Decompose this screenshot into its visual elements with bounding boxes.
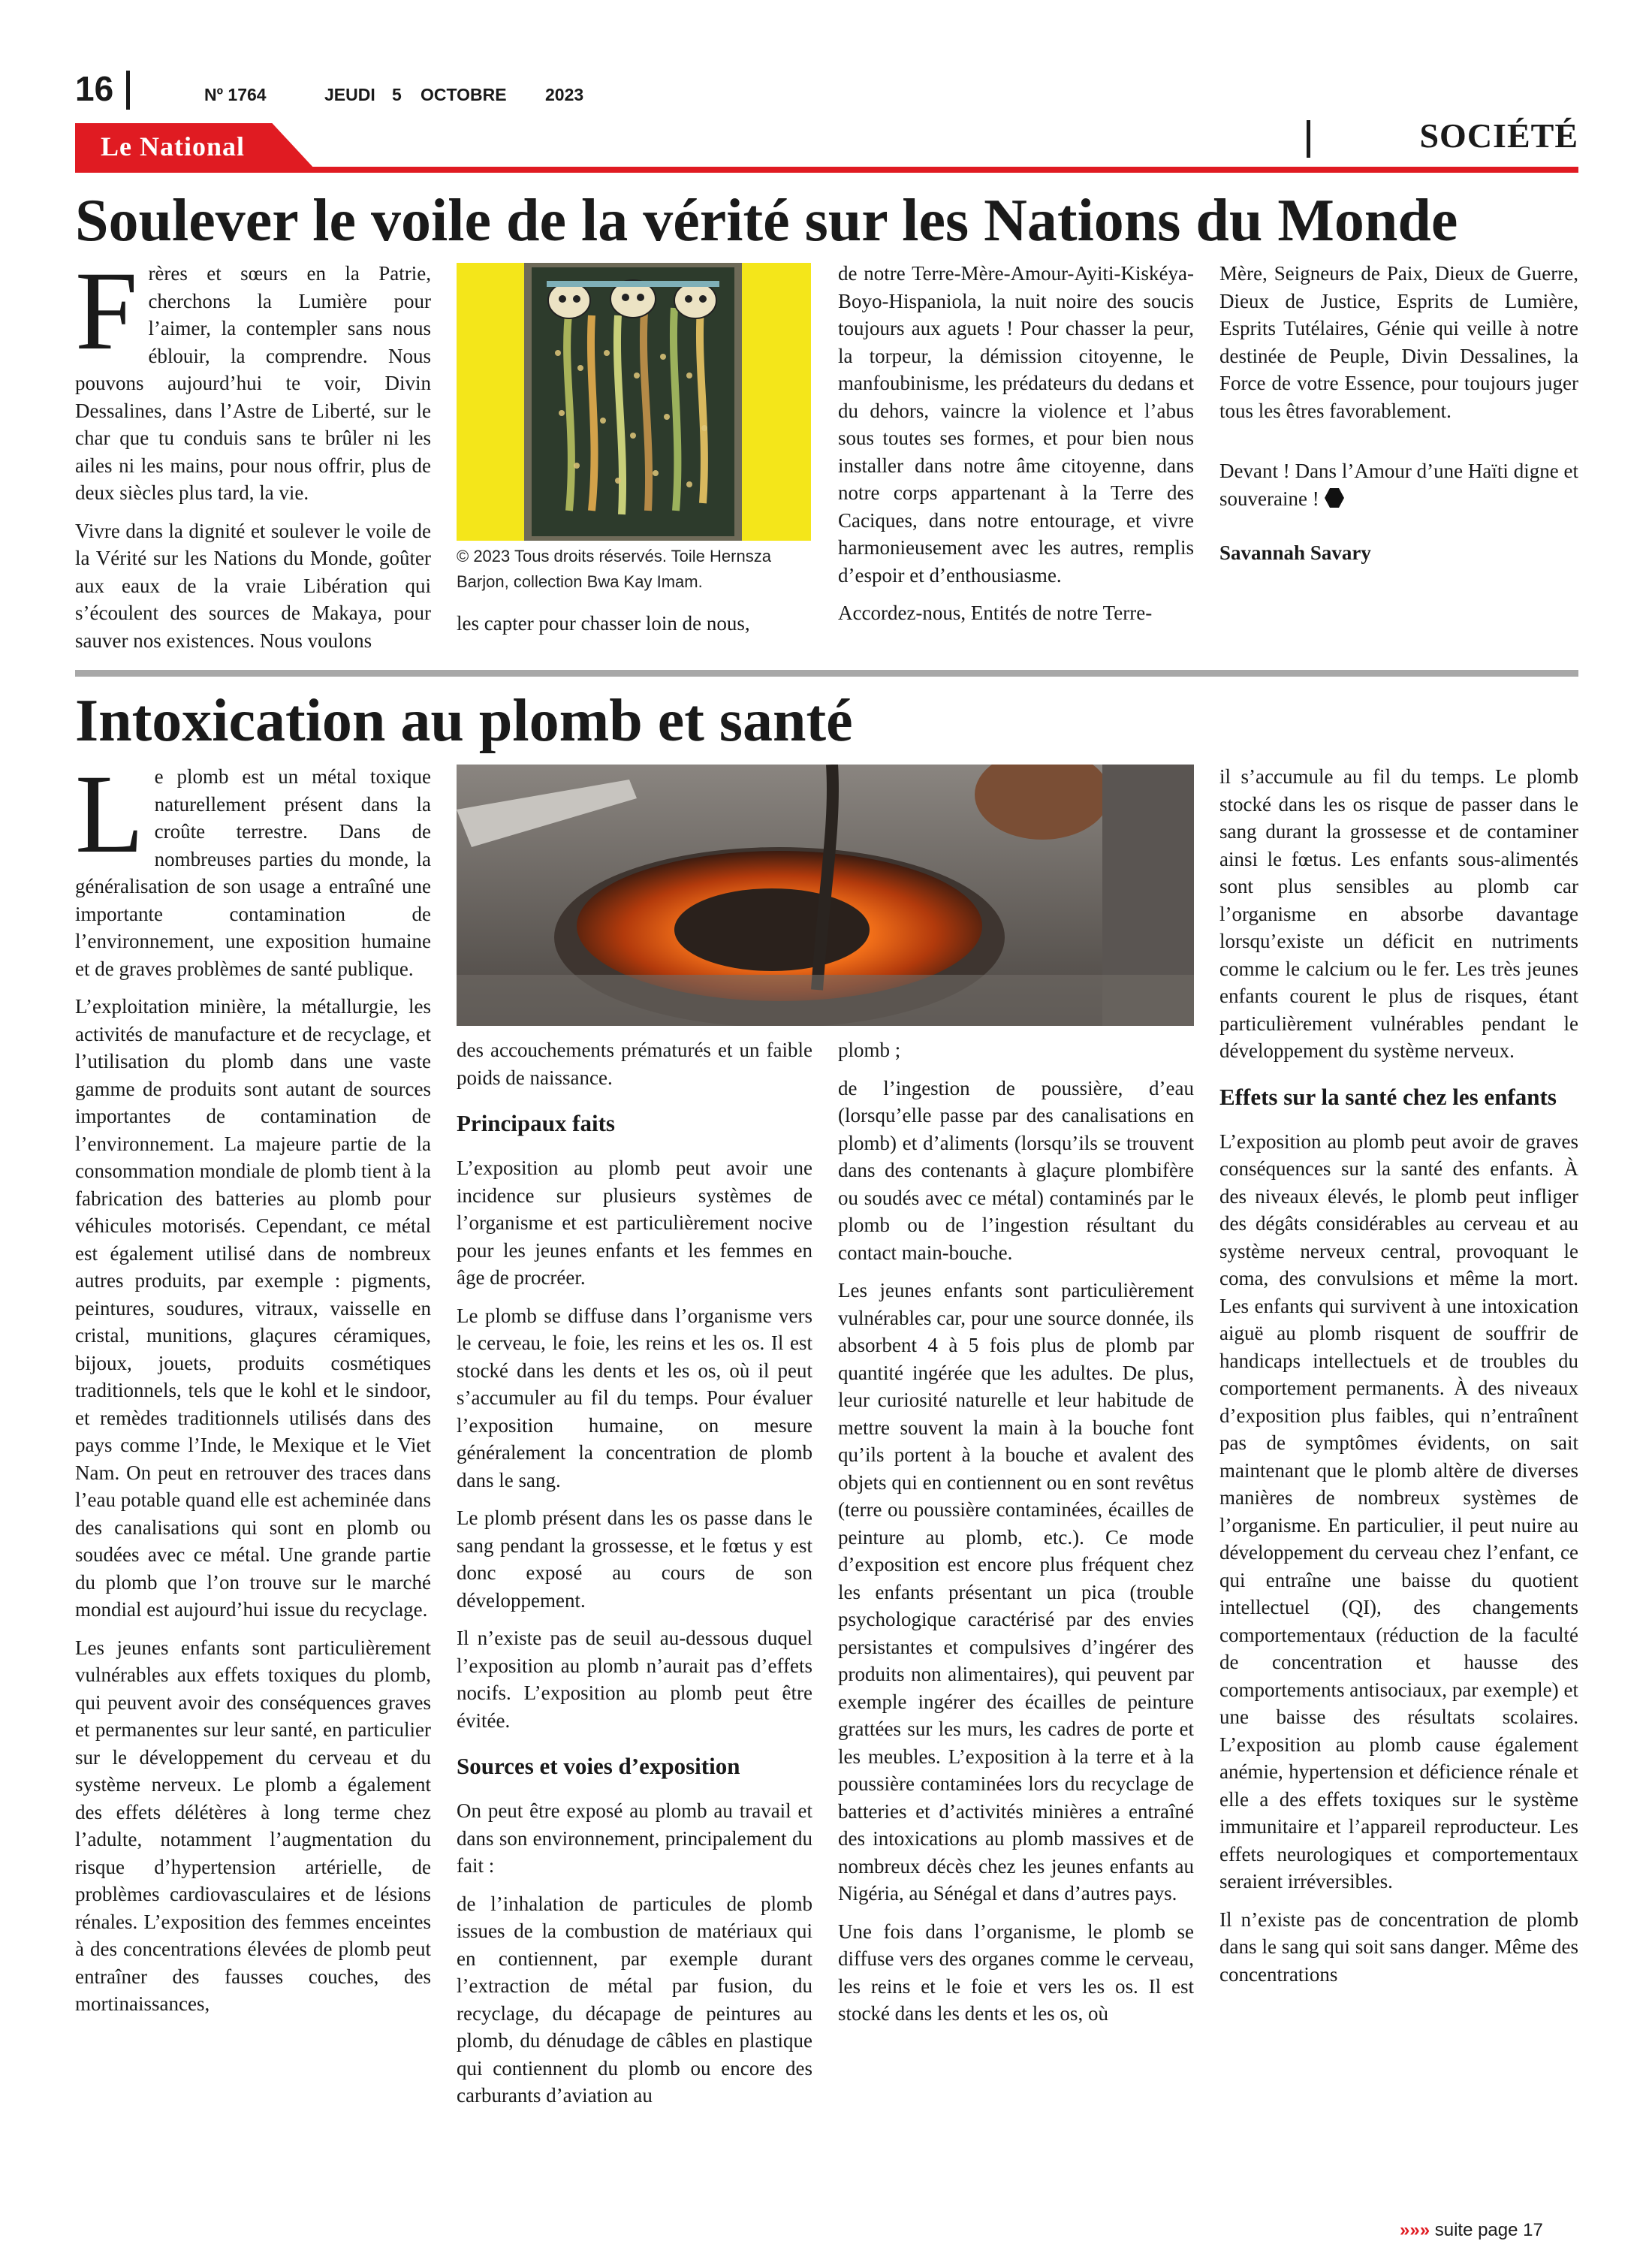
issue-date: 5 (392, 85, 402, 104)
header-rule (75, 167, 1578, 173)
article2-column-3 (838, 1036, 1194, 2038)
article2-column-4 (1219, 763, 1578, 1998)
article2-paragraph: de l’ingestion de poussière, d’eau (lorsqu’elle passe par des canalisations en plomb) et d’aliments (lorsqu’ils se trouvent dans des contenants à glaçure plombifère ou soudés avec ce métal) contaminés par le plomb ou de l’ingestion résultant du contact main-bouche. (838, 1076, 1194, 1264)
article1-author: Savannah Savary (1219, 541, 1371, 564)
article2-paragraph: il s’accumule au fil du temps. Le plomb stocké dans les os risque de passer dans le sang durant la grossesse et de contaminer ainsi le fœtus. Les enfants sous-alimentés sont plus sensibles au plomb car l’organisme en absorbe davantage lorsqu’existe un déficit en nutriments comme le calcium ou le fer. Les très jeunes enfants courent le plus de risques, étant particulièrement vulnérables pendant le développement du système nerveux. (1219, 765, 1578, 1062)
section-title: SOCIÉTÉ (1419, 116, 1578, 155)
article2-paragraph: e plomb est un métal toxique naturellement présent dans la croûte terrestre. Dans de nombreuses parties du monde, la généralisation de son usage a entraîné une importante contamination de l’environnement, une exposition humaine et de graves problèmes de santé publique. (75, 765, 431, 980)
issue-day: JEUDI (324, 85, 375, 104)
article2-subhead: Sources et voies d’exposition (457, 1753, 740, 1779)
article2-column-2 (457, 1036, 812, 2120)
painting-image (457, 263, 811, 541)
article2-paragraph: de l’inhalation de particules de plomb issues de la combustion de matériaux qui en contiennent, par exemple durant l’extraction de métal par fusion, du recyclage, du décapage de peintures au plomb, du dénudage de câbles en plastique qui contiennent du plomb ou encore des carburants d’aviation au (457, 1892, 812, 2107)
article1-paragraph: les capter pour chasser loin de nous, (457, 612, 750, 635)
article1-paragraph: Mère, Seigneurs de Paix, Dieux de Guerre, Dieux de Justice, Esprits de Lumière, Esprits Tutélaires, Génie qui veille à notre destinée de Peuple, Divin Dessalines, la Force de votre Essence, pour toujours juger tous les êtres favorablement. (1219, 262, 1578, 422)
article2-subhead: Principaux faits (457, 1110, 615, 1136)
article2-paragraph: plomb ; (838, 1039, 901, 1061)
article2-headline: Intoxication au plomb et santé (75, 688, 853, 754)
article2-dropcap: L (75, 752, 144, 876)
issue-number: Nº 1764 (204, 85, 267, 104)
article1-headline: Soulever le voile de la vérité sur les Nations du Monde (75, 188, 1458, 254)
newspaper-logo: Le National (101, 131, 246, 161)
article1-closing: Devant ! Dans l’Amour d’une Haïti digne et souveraine ! (1219, 460, 1578, 510)
article2-paragraph: Le plomb se diffuse dans l’organisme vers le cerveau, le foie, les reins et les os. Il est stocké dans les dents et les os, où il peut s’accumuler au fil du temps. Pour évaluer l’exposition humaine, on mesure généralement la concentration de plomb dans le sang. (457, 1304, 812, 1491)
article2-paragraph: Les jeunes enfants sont particulièrement vulnérables aux effets toxiques du plomb, qui peuvent avoir des conséquences graves et permanentes sur leur santé, en particulier sur le développement du cerveau et du système nerveux. Le plomb a également des effets délétères à long terme chez l’adulte, notamment l’augmentation du risque d’hypertension artérielle, de problèmes cardiovasculaires et de lésions rénales. L’exposition des femmes enceintes à des concentrations élevées de plomb peut entraîner des fausses couches, des mortinaissances, (75, 1636, 431, 2015)
article1-column-4 (1219, 260, 1578, 578)
article2-paragraph: L’exposition au plomb peut avoir une incidence sur plusieurs systèmes de l’organisme et est particulièrement nocive pour les jeunes enfants et les femmes en âge de procréer. (457, 1157, 812, 1289)
article2-paragraph: Il n’existe pas de concentration de plomb dans le sang qui soit sans danger. Même des concentrations (1219, 1908, 1578, 1986)
article2-column-1 (75, 752, 431, 2028)
lead-smelting-photo (457, 765, 1194, 1026)
article2-subhead: Effets sur la santé chez les enfants (1219, 1083, 1557, 1110)
issue-year: 2023 (545, 85, 584, 104)
article2-paragraph: L’exploitation minière, la métallurgie, les activités de manufacture et de recyclage, et l’utilisation du plomb dans une vaste gamme de produits sont autant de sources importantes de contamination de l’environnement. La majeure partie de la consommation mondiale de plomb tient à la fabrication des batteries au plomb pour véhicules motorisés. Cependant, ce métal est également utilisé dans de nombreux autres produits, par exemple : pigments, peintures, soudures, vitraux, vaisselle en cristal, munitions, glaçures céramiques, bijoux, jouets, produits cosmétiques traditionnels, tels que le kohl et le sindoor, et remèdes traditionnels utilisés dans des pays comme l’Inde, le Mexique et le Viet Nam. On peut en retrouver des traces dans l’eau potable quand elle est acheminée dans des canalisations qui sont en plomb ou soudées avec ce métal. Une grande partie du plomb que l’on trouve sur le marché mondial est aujourd’hui issue du recyclage. (75, 995, 431, 1621)
article-divider (75, 670, 1578, 677)
article1-dropcap: F (75, 249, 138, 373)
article1-column-2 (457, 610, 812, 648)
article2-paragraph: On peut être exposé au plomb au travail et dans son environnement, principalement du fait : (457, 1799, 812, 1877)
article1-paragraph: Vivre dans la dignité et soulever le voile de la Vérité sur les Nations du Monde, goûter aux eaux de la vraie Libération qui s’écoulent des sources de Makaya, pour sauver nos existences. Nous voulons (75, 519, 431, 652)
article2-paragraph: Une fois dans l’organisme, le plomb se diffuse vers des organes comme le cerveau, les reins et le foie et vers les os. Il est stocké dans les dents et les os, où (838, 1920, 1194, 2025)
article2-paragraph: L’exposition au plomb peut avoir de graves conséquences sur la santé des enfants. À des niveaux élevés, le plomb peut infliger des dégâts considérables au cerveau et au système nerveux central, provoquant le coma, des convulsions et même la mort. Les enfants qui survivent à une intoxication aiguë au plomb risquent de souffrir de handicaps intellectuels et de troubles du comportement permanents. À des niveaux d’exposition plus faibles, qui n’entraînent pas de symptômes évidents, on sait maintenant que le plomb altère de diverses manières de nombreux systèmes de l’organisme. En particulier, il peut nuire au développement du cerveau chez l’enfant, ce qui entraîne une baisse du quotient intellectuel (QI), des changements comportementaux (réduction de la faculté de concentration et hausse des comportements antisociaux, par exemple) et une baisse des résultats scolaires. L’exposition au plomb cause également anémie, hypertension et déficience rénale et elle a des effets toxiques sur le système immunitaire et l’appareil reproducteur. Les effets neurologiques et comportementaux seraient irréversibles. (1219, 1130, 1578, 1893)
section-divider (1307, 120, 1310, 158)
article2-paragraph: Les jeunes enfants sont particulièrement vulnérables car, pour une source donnée, ils absorbent 4 à 5 fois plus de plomb par quantité ingérée que les adultes. De plus, leur curiosité naturelle et leur habitude de mettre souvent la main à la bouche font qu’ils portent à la bouche et avalent des objets qui en contiennent ou en sont revêtus (terre ou poussière contaminées, écailles de peinture au plomb, etc.). Ce mode d’exposition est encore plus fréquent chez les enfants présentant un pica (trouble psychologique caractérisé par des envies persistantes et compulsives d’ingérer des produits non alimentaires), qui peuvent par exemple ingérer des écailles de peinture grattées sur les murs, les cadres de porte et les meubles. L’exposition à la terre et à la poussière contaminées lors du recyclage de batteries et d’activités minières a entraîné des intoxications au plomb massives et de nombreux décès chez les jeunes enfants au Nigéria, au Sénégal et dans d’autres pays. (838, 1279, 1194, 1905)
continued-on-page (1400, 2219, 1543, 2242)
article1-paragraph: de notre Terre-Mère-Amour-Ayiti-Kiskéya-Boyo-Hispaniola, la nuit noire des soucis toujours aux aguets ! Pour chasser la peur, la torpeur, la démission citoyenne, le manfoubinisme, les prédateurs du dedans et du dehors, vaincre la violence et l’abus sous toutes ses formes, et pour bien nous installer dans notre âme citoyenne, dans notre corps appartenant à la Terre des Caciques, dans notre entourage, et vivre harmonieusement avec les autres, remplis d’espoir et d’enthousiasme. (838, 262, 1194, 587)
photo-illustration (457, 765, 1194, 1026)
article1-paragraph: Accordez-nous, Entités de notre Terre- (838, 602, 1153, 624)
article2-paragraph: Le plomb présent dans les os passe dans le sang pendant la grossesse, et le fœtus y est donc exposé au cours de son développement. (457, 1507, 812, 1612)
article1-column-1 (75, 249, 431, 665)
continued-page-number: 17 (1523, 2220, 1543, 2240)
header-divider (126, 71, 130, 110)
continued-label: suite page (1434, 2220, 1518, 2240)
continue-arrows-icon: »»» (1400, 2220, 1430, 2240)
issue-month: OCTOBRE (421, 85, 507, 104)
article2-paragraph: des accouchements prématurés et un faible poids de naissance. (457, 1039, 812, 1089)
painting-caption: © 2023 Tous droits réservés. Toile Hernsza Barjon, collection Bwa Kay Imam. (457, 547, 771, 591)
article1-paragraph: rères et sœurs en la Patrie, cherchons la Lumière pour l’aimer, la contempler sans nous éblouir, la comprendre. Nous pouvons aujourd’hui te voir, Divin Dessalines, dans l’Astre de Liberté, sur le char que tu conduis sans te brûler ni les ailes ni les mains, pour nous offrir, plus de deux siècles plus tard, la vie. (75, 262, 431, 504)
end-mark-icon (1324, 487, 1345, 508)
painting-illustration (457, 263, 811, 541)
page-number: 16 (75, 69, 114, 108)
article1-column-3 (838, 260, 1194, 638)
article2-paragraph: Il n’existe pas de seuil au-dessous duquel l’exposition au plomb n’aurait pas d’effets nocifs. L’exposition au plomb peut être évitée. (457, 1627, 812, 1732)
